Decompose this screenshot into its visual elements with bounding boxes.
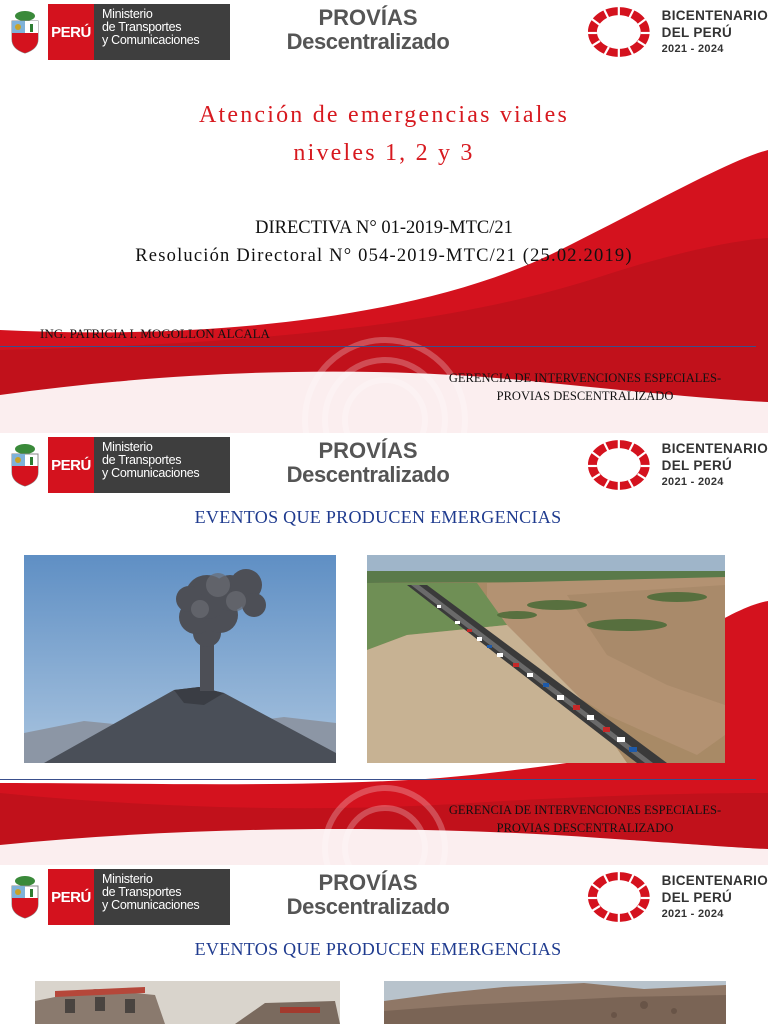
section-title: EVENTOS QUE PRODUCEN EMERGENCIAS bbox=[194, 507, 562, 527]
flood-highway-photo bbox=[367, 555, 725, 763]
bicentenario-line2: DEL PERÚ bbox=[661, 457, 733, 473]
divider-line bbox=[0, 779, 756, 780]
footer-line1: GERENCIA DE INTERVENCIONES ESPECIALES- bbox=[448, 803, 722, 817]
provias-logo[interactable] bbox=[268, 439, 468, 487]
bicentenario-line1: BICENTENARIO bbox=[661, 872, 768, 888]
gov-logo[interactable] bbox=[2, 4, 232, 60]
footer-gerencia bbox=[420, 369, 750, 405]
slide-title-line1: Atención de emergencias viales bbox=[198, 102, 570, 128]
provias-logo[interactable] bbox=[268, 6, 468, 54]
gov-logo[interactable] bbox=[2, 437, 232, 493]
provias-line2: Descentralizado bbox=[286, 29, 450, 54]
header bbox=[0, 865, 768, 931]
bicentenario-line2: DEL PERÚ bbox=[661, 24, 733, 40]
bicentenario-logo[interactable] bbox=[584, 3, 768, 61]
peru-coat-of-arms-icon bbox=[2, 437, 48, 493]
ministry-line: Ministerio bbox=[102, 872, 153, 886]
provias-line1: PROVÍAS bbox=[318, 438, 418, 463]
peru-label: PERÚ bbox=[48, 437, 94, 493]
provias-line1: PROVÍAS bbox=[318, 5, 418, 30]
ministry-line: y Comunicaciones bbox=[102, 33, 200, 47]
building-damage-photo bbox=[35, 981, 340, 1024]
bicentenario-line3: 2021 - 2024 bbox=[661, 42, 724, 55]
ministry-line: y Comunicaciones bbox=[102, 898, 200, 912]
slide-1 bbox=[0, 0, 768, 433]
slide-3 bbox=[0, 865, 768, 1024]
peru-coat-of-arms-icon bbox=[2, 869, 48, 925]
footer-line2: PROVIAS DESCENTRALIZADO bbox=[496, 389, 674, 403]
bicentenario-line2: DEL PERÚ bbox=[661, 889, 733, 905]
bicentenario-logo[interactable] bbox=[584, 436, 768, 494]
ministry-name bbox=[94, 437, 230, 493]
gov-logo[interactable] bbox=[2, 869, 232, 925]
provias-logo[interactable] bbox=[268, 871, 468, 919]
provias-line1: PROVÍAS bbox=[318, 870, 418, 895]
ministry-line: de Transportes bbox=[102, 453, 182, 467]
bicentenario-line3: 2021 - 2024 bbox=[661, 907, 724, 920]
provias-line2: Descentralizado bbox=[286, 462, 450, 487]
bicentenario-line1: BICENTENARIO bbox=[661, 440, 768, 456]
peru-coat-of-arms-icon bbox=[2, 4, 48, 60]
bicentenario-text bbox=[662, 7, 768, 58]
section-title: EVENTOS QUE PRODUCEN EMERGENCIAS bbox=[194, 939, 562, 959]
slide-title bbox=[0, 96, 768, 172]
provias-line2: Descentralizado bbox=[286, 894, 450, 919]
bicentenario-logo-icon bbox=[584, 868, 654, 926]
header bbox=[0, 0, 768, 66]
volcano-eruption-photo bbox=[24, 555, 336, 763]
bicentenario-logo-icon bbox=[584, 3, 654, 61]
bicentenario-line3: 2021 - 2024 bbox=[661, 475, 724, 488]
slide-title-line2: niveles 1, 2 y 3 bbox=[293, 140, 475, 166]
bicentenario-logo-icon bbox=[584, 436, 654, 494]
peru-label: PERÚ bbox=[48, 869, 94, 925]
ministry-name bbox=[94, 869, 230, 925]
slide-2 bbox=[0, 433, 768, 865]
resolucion-directoral: Resolución Directoral N° 054-2019-MTC/21 (25.02.2019) bbox=[135, 246, 633, 266]
ministry-line: y Comunicaciones bbox=[102, 466, 200, 480]
directiva-number: DIRECTIVA N° 01-2019-MTC/21 bbox=[255, 218, 513, 238]
peru-label: PERÚ bbox=[48, 4, 94, 60]
bicentenario-line1: BICENTENARIO bbox=[661, 7, 768, 23]
landslide-photo bbox=[384, 981, 726, 1024]
author-name: ING. PATRICIA I. MOGOLLON ALCALA bbox=[40, 326, 270, 341]
bicentenario-text bbox=[662, 872, 768, 923]
ministry-line: Ministerio bbox=[102, 440, 153, 454]
divider-line bbox=[0, 346, 756, 347]
header bbox=[0, 433, 768, 499]
ministry-line: de Transportes bbox=[102, 885, 182, 899]
footer-line2: PROVIAS DESCENTRALIZADO bbox=[496, 821, 674, 835]
ministry-name bbox=[94, 4, 230, 60]
bicentenario-logo[interactable] bbox=[584, 868, 768, 926]
bicentenario-text bbox=[662, 440, 768, 491]
footer-line1: GERENCIA DE INTERVENCIONES ESPECIALES- bbox=[448, 371, 722, 385]
ministry-line: Ministerio bbox=[102, 7, 153, 21]
directiva-block bbox=[0, 214, 768, 270]
ministry-line: de Transportes bbox=[102, 20, 182, 34]
footer-gerencia bbox=[420, 801, 750, 837]
